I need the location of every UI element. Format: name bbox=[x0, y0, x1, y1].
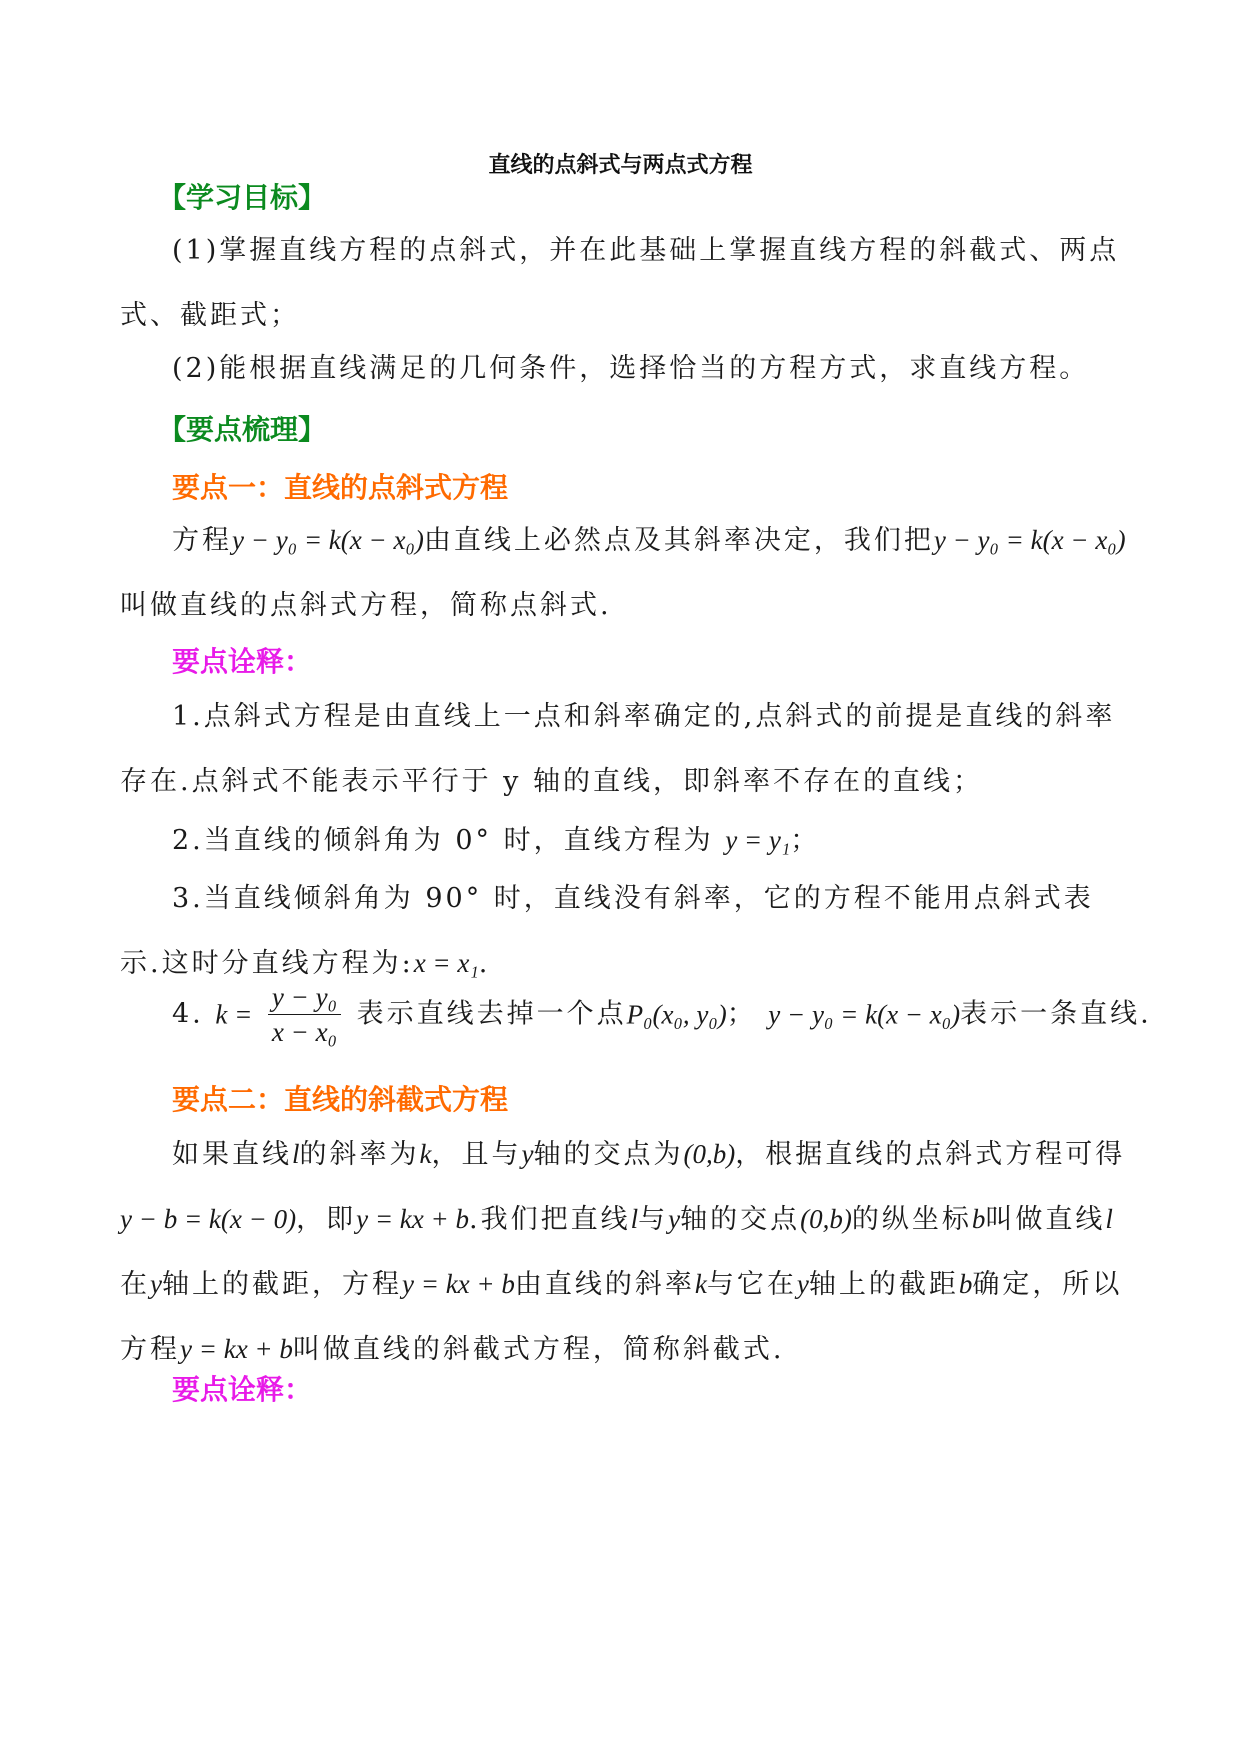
p2-t14: 由直线的斜率 bbox=[514, 1269, 695, 1300]
point1-intro-a: 方程 bbox=[172, 525, 232, 556]
p2-t2: 的斜率为 bbox=[299, 1139, 420, 1170]
note4-formula: y − y₀ = k(x − x₀) bbox=[768, 999, 961, 1030]
p2-t12: 在 bbox=[120, 1269, 150, 1300]
learning-goals-heading: 【学习目标】 bbox=[158, 181, 327, 214]
point1-intro-c: 叫做直线的点斜式方程，简称点斜式. bbox=[120, 590, 612, 621]
note2-formula: y = y₁ bbox=[725, 825, 791, 855]
note4-text-b: 表示直线去掉一个点 bbox=[356, 998, 627, 1030]
var-l: l bbox=[292, 1139, 300, 1169]
point-0b: (0,b) bbox=[800, 1204, 852, 1234]
p2-t18: 叫做直线的斜截式方程，简称斜截式. bbox=[292, 1334, 785, 1365]
point1-definition bbox=[120, 508, 1130, 638]
var-b: b bbox=[958, 1269, 973, 1299]
var-y: y bbox=[150, 1269, 162, 1299]
p2-t17: 确定，所以方程 bbox=[120, 1269, 1123, 1365]
note-2 bbox=[172, 818, 820, 857]
notes2-heading: 要点诠释： bbox=[172, 1373, 313, 1406]
learning-goal-1: (1)掌握直线方程的点斜式，并在此基础上掌握直线方程的斜截式、两点式、截距式； bbox=[120, 235, 1120, 331]
note2-end: ； bbox=[790, 825, 821, 856]
point1-intro-b: 由直线上必然点及其斜率决定，我们把 bbox=[423, 525, 934, 556]
point2-heading: 要点二：直线的斜截式方程 bbox=[172, 1083, 509, 1116]
point1-heading: 要点一：直线的点斜式方程 bbox=[172, 471, 509, 504]
note3-formula: x = x₁ bbox=[413, 948, 479, 978]
var-y: y bbox=[521, 1139, 534, 1169]
note4-text-c: ； bbox=[726, 998, 757, 1030]
var-y: y bbox=[668, 1204, 681, 1234]
p2-t16: 轴上的截距 bbox=[808, 1269, 959, 1300]
note3-end: . bbox=[478, 948, 491, 979]
note-3 bbox=[120, 866, 1130, 996]
learning-goal-2: (2)能根据直线满足的几何条件，选择恰当的方程方式，求直线方程。 bbox=[172, 353, 1090, 384]
p2-t10: 的纵坐标 bbox=[851, 1204, 972, 1235]
point-0b: (0,b) bbox=[683, 1139, 736, 1169]
document-title: 直线的点斜式与两点式方程 bbox=[488, 153, 753, 178]
p2-t13: 轴上的截距，方程 bbox=[161, 1269, 402, 1300]
slope-intercept-formula: y = kx + b bbox=[401, 1269, 515, 1299]
note-1: 1.点斜式方程是由直线上一点和斜率确定的,点斜式的前提是直线的斜率存在.点斜式不能表示平行于 y 轴的直线，即斜率不存在的直线； bbox=[120, 701, 1116, 797]
note4-k: k = bbox=[215, 999, 253, 1030]
p2-t3: ，且与 bbox=[431, 1139, 522, 1170]
note3-text: 3.当直线倾斜角为 90° 时，直线没有斜率，它的方程不能用点斜式表示.这时分直线方程为: bbox=[120, 883, 1094, 979]
note2-text: 2.当直线的倾斜角为 0° 时，直线方程为 bbox=[172, 825, 714, 856]
slope-intercept-formula: y = kx + b bbox=[180, 1334, 293, 1364]
var-k: k bbox=[419, 1139, 432, 1169]
formula-y-minus-b: y − b = k(x − 0) bbox=[120, 1204, 297, 1234]
p2-t6: ，即 bbox=[296, 1204, 357, 1235]
p2-t7: .我们把直线 bbox=[469, 1204, 631, 1235]
slope-intercept-formula: y = kx + b bbox=[356, 1204, 469, 1234]
var-l: l bbox=[1105, 1204, 1113, 1234]
p2-t5: ，根据直线的点斜式方程可得 bbox=[735, 1139, 1126, 1170]
point-slope-formula-repeat: y − y₀ = k(x − x₀) bbox=[933, 525, 1126, 555]
p2-t8: 与 bbox=[638, 1204, 669, 1235]
p2-t15: 与它在 bbox=[706, 1269, 797, 1300]
var-y: y bbox=[796, 1269, 809, 1299]
p2-t4: 轴的交点为 bbox=[533, 1139, 684, 1170]
var-k: k bbox=[694, 1269, 707, 1299]
note4-number: 4. bbox=[172, 998, 204, 1030]
key-points-heading: 【要点梳理】 bbox=[158, 413, 327, 446]
p2-t1: 如果直线 bbox=[172, 1139, 292, 1170]
fraction-numerator: y − y₀ bbox=[268, 980, 341, 1015]
slope-fraction bbox=[268, 980, 341, 1049]
note4-text-d: 表示一条直线. bbox=[960, 998, 1152, 1030]
p2-t9: 轴的交点 bbox=[680, 1204, 801, 1235]
notes1-heading: 要点诠释： bbox=[172, 645, 313, 678]
var-b: b bbox=[971, 1204, 986, 1234]
note-4 bbox=[172, 980, 1152, 1049]
point-slope-formula: y − y₀ = k(x − x₀) bbox=[232, 525, 424, 555]
note4-point: P₀(x₀, y₀) bbox=[626, 999, 727, 1030]
p2-t11: 叫做直线 bbox=[985, 1204, 1106, 1235]
var-l: l bbox=[630, 1204, 639, 1234]
point2-definition bbox=[120, 1122, 1130, 1382]
fraction-denominator: x − x₀ bbox=[271, 1017, 337, 1047]
